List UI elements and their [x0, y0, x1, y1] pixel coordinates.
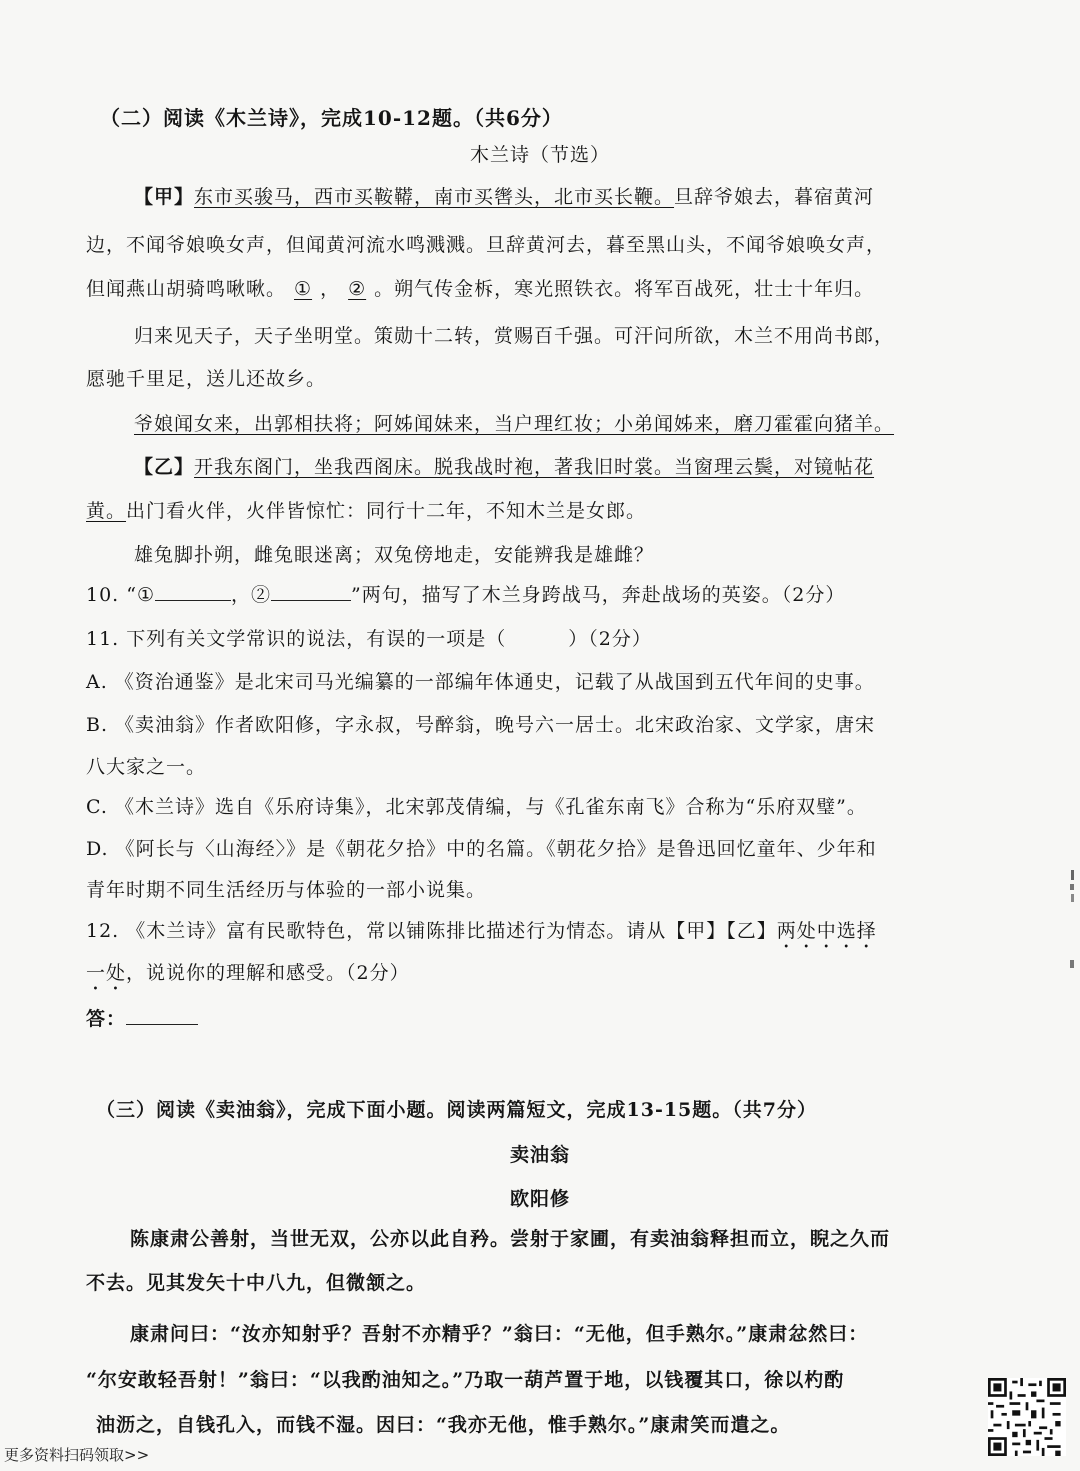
question-10-text: 10. “①: [86, 584, 156, 606]
footer-scan-prompt[interactable]: 更多资料扫码领取>>: [4, 1446, 150, 1464]
essay-author: 欧阳修: [509, 1188, 570, 1210]
qr-code[interactable]: [988, 1378, 1066, 1456]
poem-paragraph-1-line-2: 边，不闻爷娘唤女声，但闻黄河流水鸣溅溅。旦辞黄河去，暮至黑山头，不闻爷娘唤女声，: [86, 234, 887, 256]
essay-paragraph-2-line-1: 康肃问曰：“汝亦知射乎？吾射不亦精乎？”翁曰：“无他，但手熟尔。”康肃忿然曰：: [130, 1323, 869, 1345]
question-10-text: ，②: [231, 584, 272, 606]
poem-text: 旦辞爷娘去，暮宿黄河: [674, 186, 875, 208]
emphasized-text: 一处: [86, 962, 127, 984]
option-b-line-2: 八大家之一。: [86, 756, 207, 778]
question-12-text: ，说说你的理解和感受。（2分）: [126, 962, 410, 984]
poem-text: 。朔气传金柝，寒光照铁衣。将军百战死，壮士十年归。: [374, 278, 875, 300]
margin-scan-mark: [1068, 870, 1076, 980]
essay-paragraph-2-line-3: 油沥之，自钱孔入，而钱不湿。因曰：“我亦无他，惟手熟尔。”康肃笑而遣之。: [96, 1414, 791, 1436]
question-12-line-1: [86, 916, 877, 953]
poem-paragraph-1-line-1: [134, 182, 874, 209]
question-10-text: ”两句，描写了木兰身跨战马，奔赴战场的英姿。（2分）: [351, 584, 846, 606]
poem-paragraph-2-line-1: 归来见天子，天子坐明堂。策勋十二转，赏赐百千强。可汗问所欲，木兰不用尚书郎，: [134, 325, 895, 347]
option-d-line-1: D. 《阿长与〈山海经〉》是《朝花夕拾》中的名篇。《朝花夕拾》是鲁迅回忆童年、少年和: [86, 838, 877, 860]
answer-blank-2[interactable]: [271, 599, 351, 601]
option-a: A. 《资治通鉴》是北宋司马光编纂的一部编年体通史，记载了从战国到五代年间的史事。: [86, 671, 875, 693]
poem-paragraph-1-line-3: [86, 274, 874, 301]
jia-underlined-text: 东市买骏马，西市买鞍鞯，南市买辔头，北市买长鞭。: [194, 186, 675, 208]
poem-paragraph-4-line-2: [86, 496, 646, 523]
essay-paragraph-1-line-2: 不去。见其发矢十中八九，但微颔之。: [86, 1272, 427, 1294]
yi-tag: 【乙】: [134, 456, 195, 478]
answer-label: 答：: [86, 1008, 127, 1030]
question-11-text: 11. 下列有关文学常识的说法，有误的一项是（: [86, 628, 507, 650]
jia-tag: 【甲】: [134, 186, 195, 208]
answer-blank-1[interactable]: [155, 599, 231, 601]
option-c: C. 《木兰诗》选自《乐府诗集》，北宋郭茂倩编，与《孔雀东南飞》合称为“乐府双璧”。: [86, 796, 867, 818]
essay-title: 卖油翁: [509, 1144, 570, 1166]
question-12-line-2: [86, 958, 410, 995]
poem-text: 但闻燕山胡骑鸣啾啾。: [86, 278, 287, 300]
question-12-text: 12. 《木兰诗》富有民歌特色，常以铺陈排比描述行为情态。请从【甲】【乙】: [86, 920, 777, 942]
essay-paragraph-2-line-2: “尔安敢轻吾射！”翁曰：“以我酌油知之。”乃取一葫芦置于地，以钱覆其口，徐以杓酌: [86, 1369, 845, 1391]
poem-paragraph-3: 爷娘闻女来，出郭相扶将；阿姊闻妹来，当户理红妆；小弟闻姊来，磨刀霍霍向猪羊。: [134, 413, 895, 435]
question-10: [86, 580, 845, 607]
poem-paragraph-4-line-1: [134, 452, 874, 479]
section3-heading: （三）阅读《卖油翁》，完成下面小题。阅读两篇短文，完成13-15题。（共7分）: [96, 1099, 817, 1121]
poem-paragraph-2-line-2: 愿驰千里足，送儿还故乡。: [86, 368, 327, 390]
option-b-line-1: B. 《卖油翁》作者欧阳修，字永叔，号醉翁，晚号六一居士。北宋政治家、文学家，唐宋: [86, 714, 876, 736]
essay-paragraph-1-line-1: 陈康肃公善射，当世无双，公亦以此自矜。尝射于家圃，有卖油翁释担而立，睨之久而: [130, 1228, 891, 1250]
poem-text: ，: [320, 278, 341, 300]
yi-underlined-text: 黄。: [86, 500, 127, 522]
poem-text: 出门看火伴，火伴皆惊忙：同行十二年，不知木兰是女郎。: [126, 500, 647, 522]
poem-paragraph-5: 雄兔脚扑朔，雌兔眼迷离；双兔傍地走，安能辨我是雄雌？: [134, 544, 655, 566]
section2-heading: （二）阅读《木兰诗》，完成10-12题。（共6分）: [100, 106, 563, 130]
blank-2-marker: ②: [348, 278, 367, 300]
question-11-stem: [86, 624, 652, 651]
blank-1-marker: ①: [294, 278, 313, 300]
option-d-line-2: 青年时期不同生活经历与体验的一部小说集。: [86, 879, 487, 901]
answer-blank[interactable]: [126, 1023, 198, 1025]
poem-title: 木兰诗（节选）: [469, 144, 610, 166]
answer-line: [86, 1004, 198, 1031]
emphasized-text: 两处中选择: [776, 920, 877, 942]
yi-underlined-text: 开我东阁门，坐我西阁床。脱我战时袍，著我旧时裳。当窗理云鬓，对镜帖花: [194, 456, 875, 478]
question-11-text: ）（2分）: [568, 628, 652, 650]
